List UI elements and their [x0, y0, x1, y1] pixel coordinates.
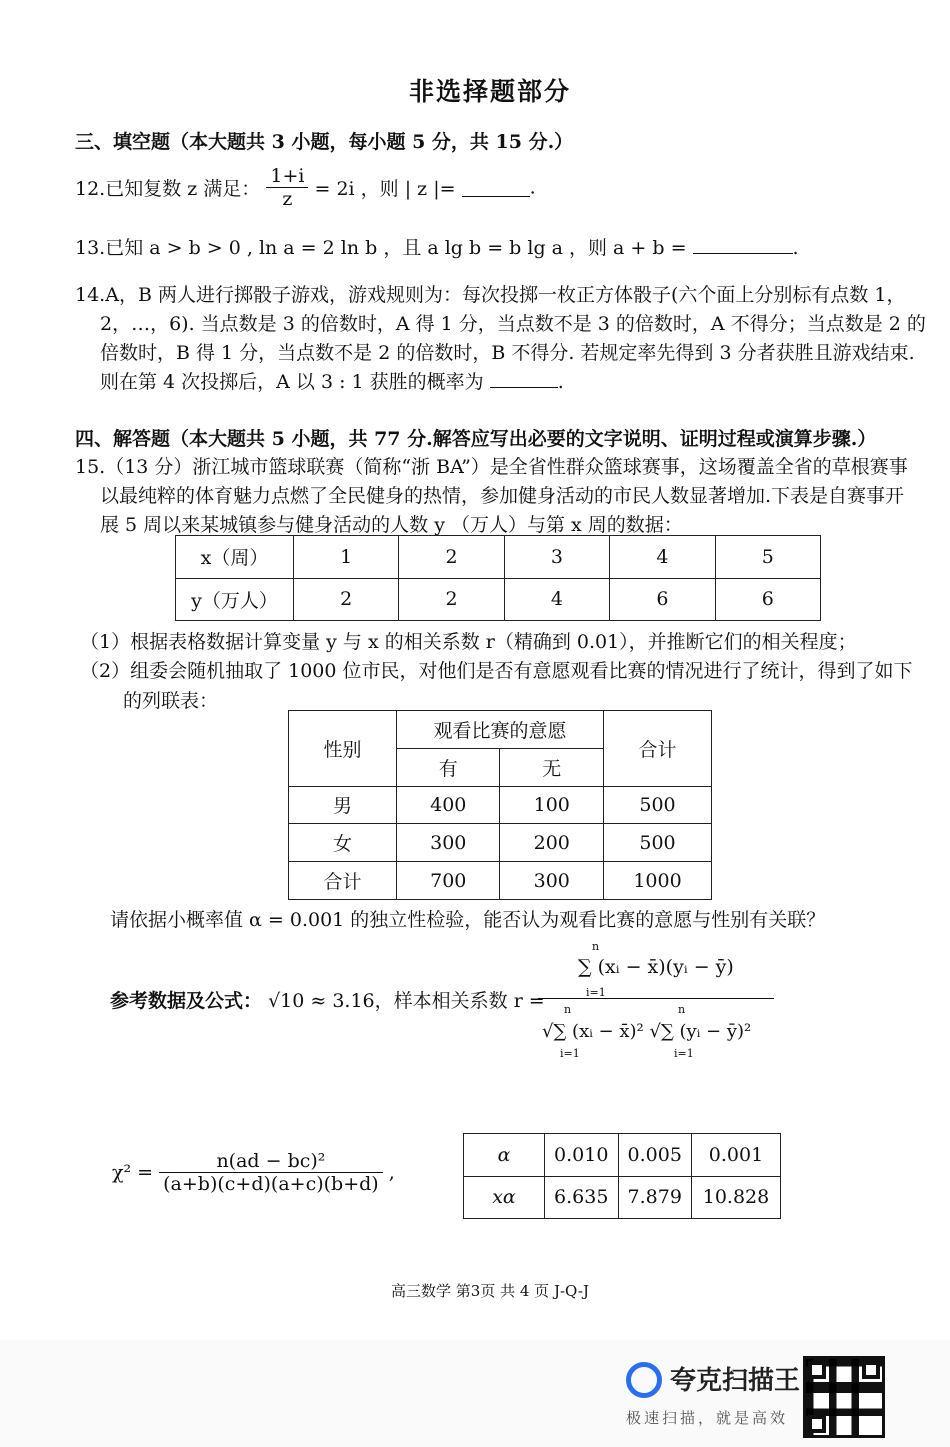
table-header: 合计: [604, 711, 712, 787]
scanner-brand: 夸克扫描王: [670, 1366, 801, 1396]
q14-line4: [100, 367, 564, 394]
qr-code-icon[interactable]: [803, 1356, 885, 1438]
r-denominator: [538, 998, 774, 1063]
q15-part2a: （2）组委会随机抽取了 1000 位市民，对他们是否有意愿观看比赛的情况进行了统计，得到了如下: [80, 660, 913, 682]
section3-heading: 三、填空题（本大题共 3 小题，每小题 5 分，共 15 分.）: [75, 131, 574, 153]
critical-value-table: [463, 1133, 781, 1219]
table-cell: 0.005: [618, 1134, 692, 1177]
qr-corner: [808, 1415, 826, 1433]
q14-blank[interactable]: [490, 369, 558, 388]
table-cell: 7.879: [618, 1176, 692, 1219]
qr-corner: [808, 1361, 826, 1379]
scanner-slogan: 极速扫描，就是高效: [626, 1409, 789, 1427]
r-den-text: √∑ (xᵢ − x̄)² √∑ (yᵢ − ȳ)²: [542, 1021, 752, 1042]
table-cell: 女: [289, 824, 397, 862]
q13-end: .: [792, 237, 799, 259]
table-cell: 300: [397, 824, 500, 862]
chi-fraction: [159, 1150, 383, 1195]
table-cell: 2: [399, 578, 504, 621]
table-cell: 1000: [604, 862, 712, 900]
q14-line1: 14.A，B 两人进行掷骰子游戏，游戏规则为：每次投掷一枚正方体骰子(六个面上分别标有点数 1，: [75, 284, 906, 306]
contingency-table: [288, 710, 712, 900]
chi-denominator: (a+b)(c+d)(a+c)(b+d): [159, 1172, 383, 1195]
q13-blank[interactable]: [693, 235, 793, 254]
table-cell: x（周）: [176, 536, 294, 579]
table-row: [464, 1134, 781, 1177]
page-footer: 高三数学 第3页 共 4 页 J-Q-J: [391, 1282, 589, 1300]
table-cell: 6.635: [545, 1176, 619, 1219]
table-row: [176, 536, 821, 579]
table-cell: 2: [294, 578, 399, 621]
q12-denominator: z: [266, 187, 308, 210]
table-row: [464, 1176, 781, 1219]
table-cell: 500: [604, 824, 712, 862]
table-row: [289, 824, 712, 862]
q13-text: 13.已知 a > b > 0 , ln a = 2 ln b ，且 a lg b = b lg a ，则 a + b =: [75, 237, 687, 259]
chi-lhs: χ² =: [112, 1161, 154, 1184]
q12-fraction: [266, 165, 308, 210]
q15-line1: 15.（13 分）浙江城市篮球联赛（简称“浙 BA”）是全省性群众篮球赛事，这场覆盖全省的草根赛事: [75, 456, 908, 478]
ref-label: 参考数据及公式：: [110, 990, 263, 1012]
table-header: 性别: [289, 711, 397, 787]
page-title: 非选择题部分: [408, 77, 571, 106]
table-cell: 300: [500, 862, 604, 900]
table-cell: 4: [504, 578, 609, 621]
sum-top: n: [678, 1003, 686, 1016]
table-cell: 400: [397, 786, 500, 824]
q14-line3: 倍数时，B 得 1 分，当点数不是 2 的倍数时，B 不得分. 若规定率先得到 3 分者获胜且游戏结束.: [100, 342, 915, 364]
sqrt10-text: √10 ≈ 3.16，样本相关系数 r =: [268, 990, 545, 1012]
table-cell: y（万人）: [176, 578, 294, 621]
table-cell: 1: [294, 536, 399, 579]
sum-bottom: i=1: [674, 1047, 694, 1060]
table-header: 观看比赛的意愿: [397, 711, 604, 749]
table-header: 有: [397, 748, 500, 786]
q14-end: .: [557, 371, 564, 393]
q12-prefix: 12.已知复数 z 满足：: [75, 178, 261, 200]
reference-data: [110, 986, 545, 1013]
q12-end: .: [529, 176, 536, 199]
table-cell: 3: [504, 536, 609, 579]
q14-line4-text: 则在第 4 次投掷后，A 以 3 : 1 获胜的概率为: [100, 371, 484, 393]
section4-heading: 四、解答题（本大题共 5 小题，共 77 分.解答应写出必要的文字说明、证明过程或演算步骤.）: [75, 428, 877, 450]
table-header: 无: [500, 748, 604, 786]
table-cell: 男: [289, 786, 397, 824]
table-cell: 10.828: [692, 1176, 781, 1219]
chi-square-formula: [112, 1150, 395, 1195]
weekly-data-table: [175, 535, 821, 621]
table-cell: 6: [715, 578, 820, 621]
question-13: [75, 233, 799, 260]
table-cell: 4: [610, 536, 715, 579]
chi-end: ,: [388, 1161, 395, 1184]
table-cell: α: [464, 1134, 545, 1177]
table-cell: 合计: [289, 862, 397, 900]
table-cell: 6: [610, 578, 715, 621]
r-numerator: [538, 940, 774, 998]
table-cell: 0.001: [692, 1134, 781, 1177]
table-row: [289, 786, 712, 824]
table-row: [289, 711, 712, 749]
chi-numerator: n(ad − bc)²: [216, 1150, 326, 1172]
qr-corner: [862, 1361, 880, 1379]
table-cell: xα: [464, 1176, 545, 1219]
q15-part2b: 的列联表：: [123, 690, 219, 712]
table-row: [176, 578, 821, 621]
sum-bottom: i=1: [586, 986, 606, 999]
scanner-logo-icon: [626, 1362, 662, 1398]
table-cell: 2: [399, 536, 504, 579]
question-12: [75, 165, 536, 210]
q15-part1: （1）根据表格数据计算变量 y 与 x 的相关系数 r（精确到 0.01），并推断它们的相关程度；: [80, 631, 857, 653]
table-cell: 5: [715, 536, 820, 579]
q15-line2: 以最纯粹的体育魅力点燃了全民健身的热情，参加健身活动的市民人数显著增加.下表是自赛事开: [100, 485, 905, 507]
table-cell: 0.010: [545, 1134, 619, 1177]
q14-line2: 2，…，6). 当点数是 3 的倍数时，A 得 1 分，当点数不是 3 的倍数时，A 不得分；当点数是 2 的: [100, 313, 926, 335]
table-cell: 500: [604, 786, 712, 824]
r-num-text: ∑ (xᵢ − x̄)(yᵢ − ȳ): [578, 956, 734, 978]
sum-bottom: i=1: [560, 1047, 580, 1060]
table-cell: 200: [500, 824, 604, 862]
table-cell: 100: [500, 786, 604, 824]
q12-numerator: 1+i: [270, 165, 305, 187]
table-row: [289, 862, 712, 900]
q12-eq: = 2i ，则 | z |=: [314, 178, 456, 200]
q15-line3: 展 5 周以来某城镇参与健身活动的人数 y （万人）与第 x 周的数据：: [100, 514, 683, 536]
table-cell: 700: [397, 862, 500, 900]
sum-top: n: [592, 940, 600, 953]
sum-top: n: [564, 1003, 572, 1016]
q15-ask: 请依据小概率值 α = 0.001 的独立性检验，能否认为观看比赛的意愿与性别有关联？: [110, 909, 826, 931]
r-formula: [538, 940, 774, 1063]
q12-blank[interactable]: [462, 178, 530, 197]
